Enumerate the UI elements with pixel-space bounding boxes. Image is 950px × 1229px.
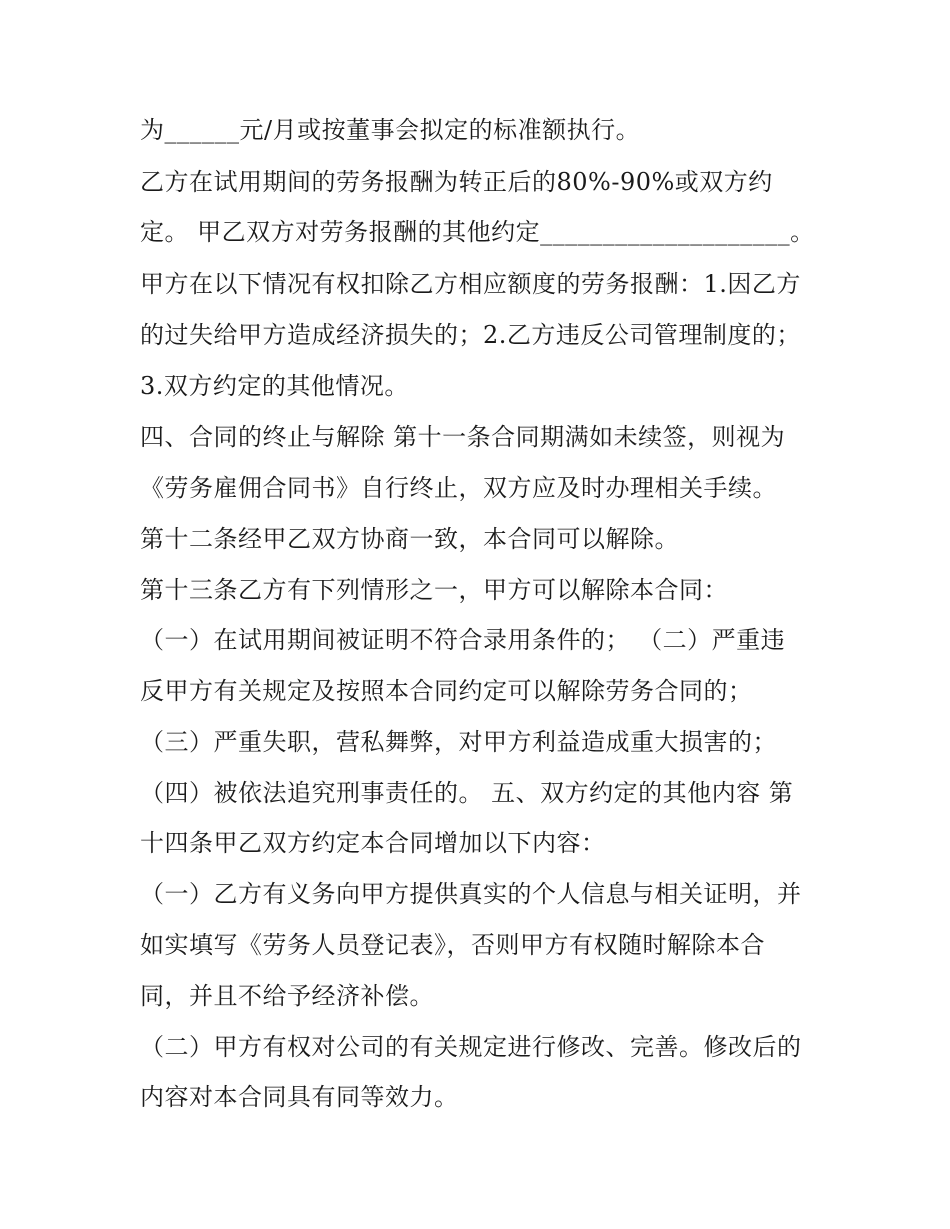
text-line: 3.双方约定的其他情况。 (140, 372, 409, 400)
text-line: 的过失给甲方造成经济损失的；2.乙方违反公司管理制度的； (140, 321, 801, 349)
section-heading-line: 四、合同的终止与解除 第十一条合同期满如未续签，则视为 (140, 423, 786, 451)
section-heading-line: （四）被依法追究刑事责任的。 五、双方约定的其他内容 第 (140, 779, 794, 807)
text-line: 同，并且不给予经济补偿。 (140, 982, 434, 1010)
text-line: 十四条甲乙双方约定本合同增加以下内容： (140, 829, 606, 857)
text-line: 甲方在以下情况有权扣除乙方相应额度的劳务报酬：1.因乙方 (140, 270, 801, 298)
text-line: 为______元/月或按董事会拟定的标准额执行。 (140, 116, 641, 144)
text-line: 定。 甲乙双方对劳务报酬的其他约定____________________。 (140, 218, 815, 246)
text-line: （一）在试用期间被证明不符合录用条件的； （二）严重违 (140, 626, 786, 654)
text-line: （三）严重失职，营私舞弊，对甲方利益造成重大损害的； (140, 728, 777, 756)
text-line: （一）乙方有义务向甲方提供真实的个人信息与相关证明，并 (140, 880, 802, 908)
text-line: 内容对本合同具有同等效力。 (140, 1083, 459, 1111)
text-line: 第十二条经甲乙双方协商一致，本合同可以解除。 (140, 525, 679, 553)
text-line: （二）甲方有权对公司的有关规定进行修改、完善。修改后的 (140, 1033, 802, 1061)
text-line: 第十三条乙方有下列情形之一，甲方可以解除本合同： (140, 576, 728, 604)
text-line: 反甲方有关规定及按照本合同约定可以解除劳务合同的； (140, 677, 753, 705)
text-line: 《劳务雇佣合同书》自行终止，双方应及时办理相关手续。 (140, 474, 777, 502)
text-line: 如实填写《劳务人员登记表》，否则甲方有权随时解除本合 (140, 931, 765, 959)
text-line: 乙方在试用期间的劳务报酬为转正后的80%-90%或双方约 (140, 168, 773, 196)
